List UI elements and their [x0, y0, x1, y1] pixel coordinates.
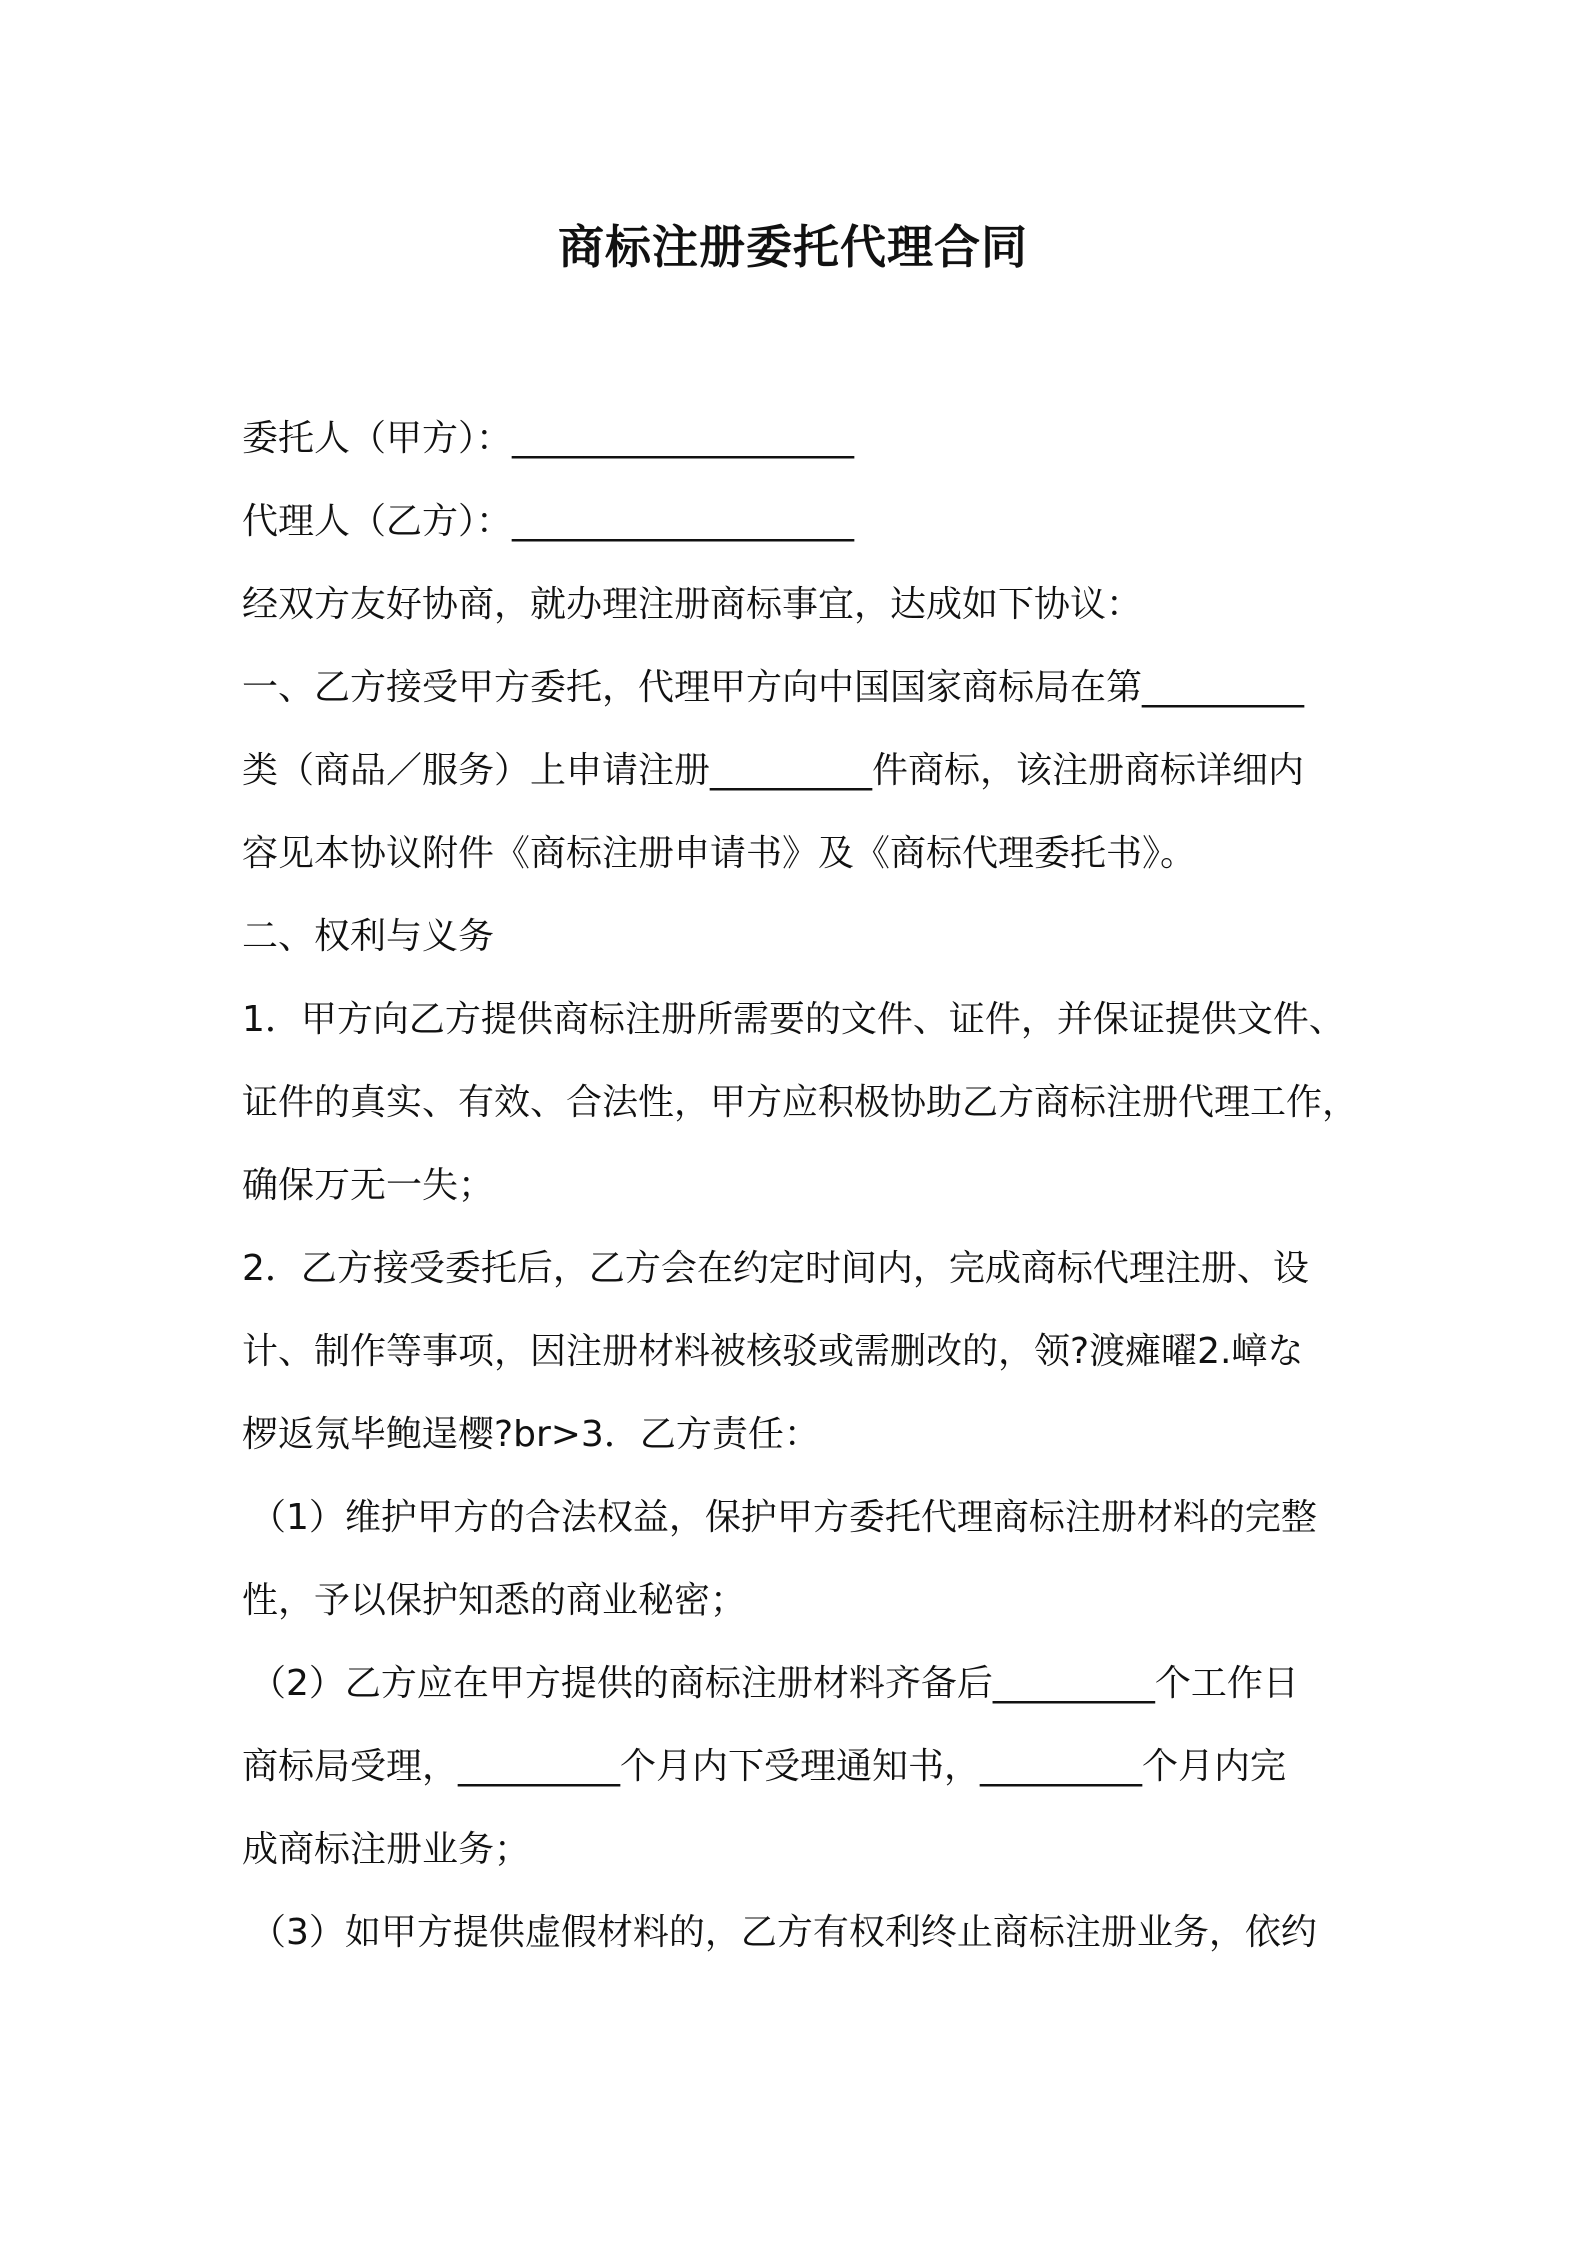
- subitem-1-line-2: 性，予以保护知悉的商业秘密；: [242, 1580, 747, 1621]
- agent-party-line: 代理人（乙方）：___________________: [242, 501, 855, 542]
- item-1-line-1: 1．甲方向乙方提供商标注册所需要的文件、证件，并保证提供文件、: [242, 999, 1345, 1040]
- document-title: 商标注册委托代理合同: [558, 220, 1028, 274]
- subitem-1-line-1: （1）维护甲方的合法权益，保护甲方委托代理商标注册材料的完整: [250, 1497, 1317, 1538]
- item-2-line-1: 2．乙方接受委托后，乙方会在约定时间内，完成商标代理注册、设: [242, 1248, 1309, 1289]
- client-party-line: 委托人（甲方）：___________________: [242, 418, 855, 459]
- subitem-3-line-1: （3）如甲方提供虚假材料的，乙方有权利终止商标注册业务，依约: [250, 1912, 1317, 1953]
- item-1-line-2: 证件的真实、有效、合法性，甲方应积极协助乙方商标注册代理工作，: [242, 1082, 1359, 1123]
- item-2-line-3: 椤返氖毕鲍逞樱?br>3．乙方责任：: [242, 1414, 820, 1455]
- section-2-heading: 二、权利与义务: [242, 916, 495, 957]
- agreement-intro: 经双方友好协商，就办理注册商标事宜，达成如下协议：: [242, 584, 1143, 625]
- item-2-line-2: 计、制作等事项，因注册材料被核驳或需删改的，领?渡瘫曜2.嶂な: [242, 1331, 1304, 1372]
- clause-1-line-2: 类（商品／服务）上申请注册_________件商标，该注册商标详细内: [242, 750, 1305, 791]
- subitem-2-line-2: 商标局受理，_________个月内下受理通知书，_________个月内完: [242, 1746, 1287, 1787]
- subitem-2-line-3: 成商标注册业务；: [242, 1829, 531, 1870]
- clause-1-line-1: 一、乙方接受甲方委托，代理甲方向中国国家商标局在第_________: [242, 667, 1305, 708]
- clause-1-line-3: 容见本协议附件《商标注册申请书》及《商标代理委托书》。: [242, 833, 1197, 874]
- item-1-line-3: 确保万无一失；: [242, 1165, 495, 1206]
- subitem-2-line-1: （2）乙方应在甲方提供的商标注册材料齐备后_________个工作日: [250, 1663, 1299, 1704]
